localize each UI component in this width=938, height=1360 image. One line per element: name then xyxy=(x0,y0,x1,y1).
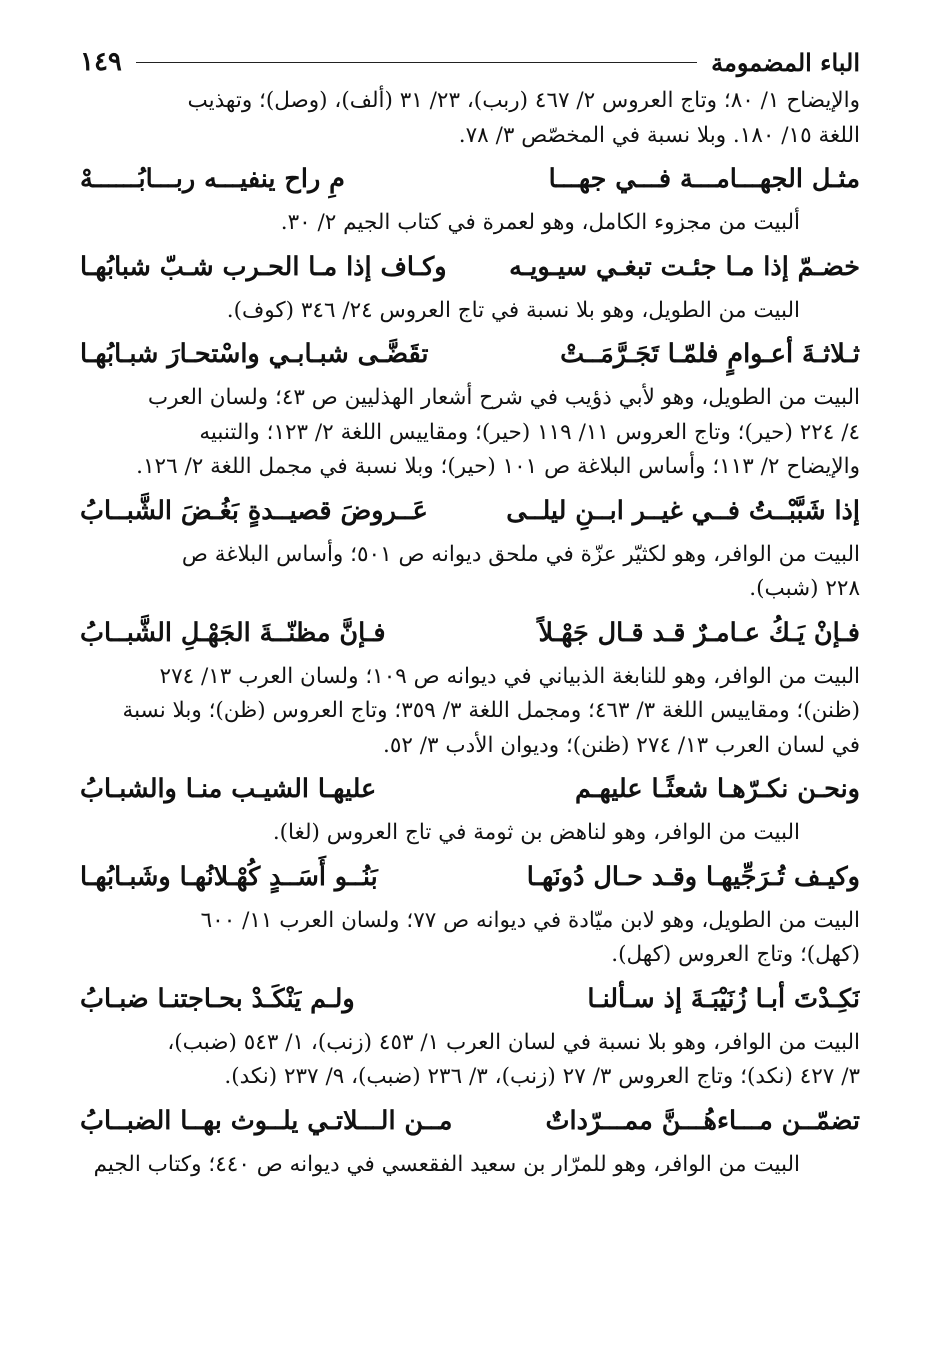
verse-first-hemistich: ثـلاثـةَ أعـوامٍ فلمّـا تَجَـرَّمَــتْ xyxy=(560,339,860,369)
verse-second-hemistich: عَــروضَ قصيــدةٍ بَغُـضَ الشَّبــابُ xyxy=(80,495,428,526)
verse-entry xyxy=(80,328,860,485)
verse-second-hemistich: عليهـا الشيـب منـا والشبـابُ xyxy=(80,774,377,804)
verse-note-line: والإيضاح ٢/ ١١٣؛ وأساس البلاغة ص ١٠١ (حير)؛ وبلا نسبة في مجمل اللغة ٢/ ١٢٦. xyxy=(136,454,860,479)
verse-entry xyxy=(80,973,860,1095)
verse-first-hemistich: خضـمّ إذا مـا جئـت تبغـي سيـويـه xyxy=(509,251,860,282)
verse-line xyxy=(80,851,860,904)
verse-entry xyxy=(80,1095,860,1183)
verse-first-hemistich: تضمّــن مـــاءهُـــنَّ ممـــرّداتٌ xyxy=(545,1105,860,1136)
intro-note xyxy=(80,84,860,153)
verse-second-hemistich: ولـم يَنْكَـدْ بحـاجتنـا ضبـابُ xyxy=(80,983,355,1014)
verse-note-line: البيت من الوافر، وهو لكثيّر عزّة في ملحق ديوانه ص ٥٠١؛ وأساس البلاغة ص xyxy=(181,541,860,567)
verse-entry xyxy=(80,851,860,973)
verse-note-line: ٢٢٨ (شبب). xyxy=(749,576,860,601)
verse-first-hemistich: مثـل الجهـــامـــة فـــي جهـــا xyxy=(548,164,860,194)
verse-second-hemistich: وكـاف إذا مـا الحـرب شـبّ شبابُهـا xyxy=(80,251,447,282)
verse-note-line: ألبيت من مجزوء الكامل، وهو لعمرة في كتاب الجيم ٢/ ٣٠. xyxy=(280,210,800,235)
verse-entry xyxy=(80,763,860,851)
verse-line xyxy=(80,973,860,1026)
chapter-title: الباء المضمومة xyxy=(711,47,860,77)
verse-second-hemistich: مِ راح ينفيـــه ربـــابُــــــهْ xyxy=(80,164,345,194)
verse-second-hemistich: تقَضَّـى شبـابـي واسْتحـارَ شبـابُهـا xyxy=(80,339,429,369)
verse-entry xyxy=(80,607,860,764)
verse-note-line: البيت من الوافر، وهو للنابغة الذبياني في ديوانه ص ١٠٩؛ ولسان العرب ١٣/ ٢٧٤ xyxy=(159,663,860,689)
verse-line xyxy=(80,1095,860,1148)
verse-second-hemistich: مــن الـــلاتـي يلــوث بهــا الضبــابُ xyxy=(80,1105,453,1136)
running-header xyxy=(80,40,860,84)
verse-note-line: (كهل)؛ وتاج العروس (كهل). xyxy=(611,942,860,967)
verse-first-hemistich: ونحـن نكـرّهـا شعثًـا عليهـم xyxy=(575,774,860,804)
verse-note-line: ٤/ ٢٢٤ (حير)؛ وتاج العروس ١١/ ١١٩ (حير)؛ ومقاييس اللغة ٢/ ١٢٣؛ والتنبيه xyxy=(199,419,860,445)
verse-second-hemistich: بَنُــو أَسَــدٍ كُهْـلانُهـا وشَبـابُهـا xyxy=(80,861,378,892)
verse-note-line: البيت من الطويل، وهو بلا نسبة في تاج العروس ٢٤/ ٣٤٦ (كوف). xyxy=(226,297,800,323)
header-rule xyxy=(136,62,697,63)
verse-first-hemistich: نَكِـدْتَ أبـا زُنَيْبَـةَ إذ سـألنـا xyxy=(587,983,860,1014)
verse-entry xyxy=(80,241,860,329)
verse-note-line: البيت من الوافر، وهو بلا نسبة في لسان العرب ١/ ٤٥٣ (زنب)، ١/ ٥٤٣ (ضبب)، xyxy=(167,1029,860,1055)
page-number: ١٤٩ xyxy=(80,47,122,77)
verse-note-line: البيت من الوافر، وهو لناهض بن ثومة في تاج العروس (لغا). xyxy=(272,820,800,845)
intro-line: اللغة ١٥/ ١٨٠. وبلا نسبة في المخصّص ٣/ ٧٨. xyxy=(458,122,860,148)
verse-note-line: (ظنن)؛ ومقاييس اللغة ٣/ ٤٦٣؛ ومجمل اللغة ٣/ ٣٥٩؛ وتاج العروس (ظن)؛ وبلا نسبة xyxy=(122,698,860,723)
verse-line xyxy=(80,607,860,660)
verse-first-hemistich: فـإنْ يَـكُ عـامـرٌ قـد قـال جَهْـلاً xyxy=(538,617,860,648)
verse-line xyxy=(80,485,860,538)
verse-entry xyxy=(80,485,860,607)
verse-first-hemistich: وكيـف تُـرَجِّيهـا وقـد حـال دُونَهـا xyxy=(526,861,860,892)
verse-line xyxy=(80,153,860,206)
verse-first-hemistich: إذا شَبَّبْــتُ فــي غيــر ابــنِ ليلــى xyxy=(506,495,860,526)
verse-note-line: البيت من الوافر، وهو للمرّار بن سعيد الفقعسي في ديوانه ص ٤٤٠؛ وكتاب الجيم xyxy=(93,1151,800,1177)
verse-note-line: البيت من الطويل، وهو لابن ميّادة في ديوانه ص ٧٧؛ ولسان العرب ١١/ ٦٠٠ xyxy=(200,907,860,933)
intro-line: والإيضاح ١/ ٨٠؛ وتاج العروس ٢/ ٤٦٧ (ربب)، ٢٣/ ٣١ (ألف)، (وصل)؛ وتهذيب xyxy=(187,88,860,113)
verse-entry xyxy=(80,153,860,241)
verse-note-line: ٣/ ٤٢٧ (نكد)؛ وتاج العروس ٣/ ٢٧ (زنب)، ٣/ ٢٣٦ (ضبب)، ٩/ ٢٣٧ (نكد). xyxy=(224,1064,860,1089)
verse-second-hemistich: فـإنَّ مظنّــةَ الجَهْـلِ الشَّبــابُ xyxy=(80,617,386,648)
verse-line xyxy=(80,328,860,381)
verse-line xyxy=(80,241,860,294)
verse-note-line: في لسان العرب ١٣/ ٢٧٤ (ظنن)؛ وديوان الأدب ٣/ ٥٢. xyxy=(383,732,860,758)
verse-note-line: البيت من الطويل، وهو لأبي ذؤيب في شرح أشعار الهذليين ص ٤٣؛ ولسان العرب xyxy=(147,385,860,410)
entries-list xyxy=(80,153,860,1182)
verse-line xyxy=(80,763,860,816)
